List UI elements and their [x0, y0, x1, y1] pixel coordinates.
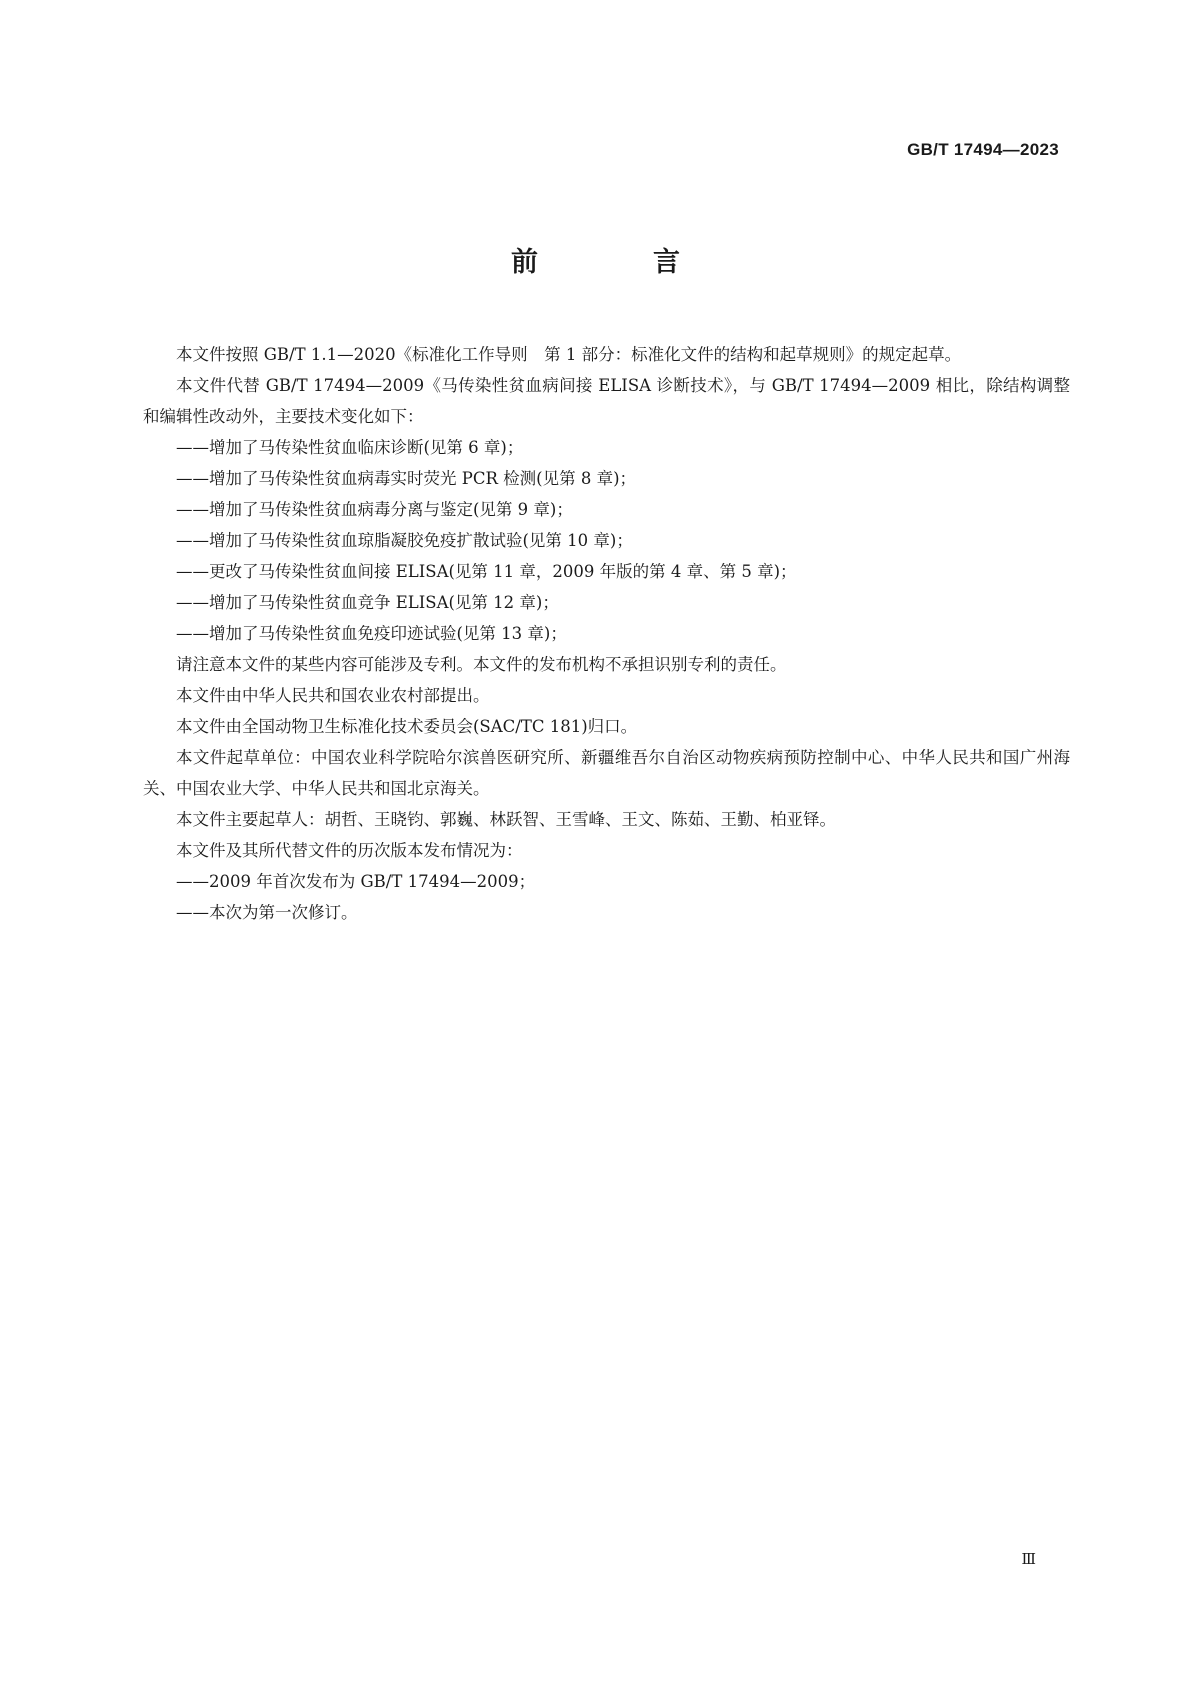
page-title: 前 言: [511, 247, 724, 278]
paragraph-patent-notice: 请注意本文件的某些内容可能涉及专利。本文件的发布机构不承担识别专利的责任。: [176, 655, 787, 674]
list-item: ——增加了马传染性贫血临床诊断(见第 6 章)；: [176, 438, 524, 457]
paragraph-committee: 本文件由全国动物卫生标准化技术委员会(SAC/TC 181)归口。: [176, 717, 638, 736]
foreword-body: [143, 339, 1070, 928]
standard-code: GB/T 17494—2023: [907, 140, 1059, 159]
list-item: ——增加了马传染性贫血琼脂凝胶免疫扩散试验(见第 10 章)；: [176, 531, 633, 550]
list-item: ——增加了马传染性贫血病毒实时荧光 PCR 检测(见第 8 章)；: [176, 469, 637, 488]
list-item: ——更改了马传染性贫血间接 ELISA(见第 11 章，2009 年版的第 4 章、第 5 章)；: [176, 562, 797, 581]
paragraph-proposer: 本文件由中华人民共和国农业农村部提出。: [176, 686, 490, 705]
list-item: ——增加了马传染性贫血病毒分离与鉴定(见第 9 章)；: [176, 500, 573, 519]
technical-changes-list: [143, 432, 1070, 649]
list-item: ——本次为第一次修订。: [176, 903, 358, 922]
paragraph-drafters: 本文件主要起草人：胡哲、王晓钧、郭巍、林跃智、王雪峰、王文、陈茹、王勤、柏亚铎。: [176, 810, 836, 829]
list-item: ——2009 年首次发布为 GB/T 17494—2009；: [176, 872, 536, 891]
version-history-list: [143, 866, 1070, 928]
list-item: ——增加了马传染性贫血免疫印迹试验(见第 13 章)；: [176, 624, 567, 643]
paragraph-drafting-rules: 本文件按照 GB/T 1.1—2020《标准化工作导则 第 1 部分：标准化文件的结构和起草规则》的规定起草。: [176, 345, 962, 364]
paragraph-drafting-units: 本文件起草单位：中国农业科学院哈尔滨兽医研究所、新疆维吾尔自治区动物疾病预防控制中心、中华人民共和国广州海关、中国农业大学、中华人民共和国北京海关。: [143, 748, 1070, 798]
paragraph-version-history: 本文件及其所代替文件的历次版本发布情况为：: [176, 841, 523, 860]
paragraph-replacement: 本文件代替 GB/T 17494—2009《马传染性贫血病间接 ELISA 诊断技术》，与 GB/T 17494—2009 相比，除结构调整和编辑性改动外，主要技术变化如下：: [143, 376, 1070, 426]
list-item: ——增加了马传染性贫血竞争 ELISA(见第 12 章)；: [176, 593, 559, 612]
page-number: Ⅲ: [1021, 1550, 1036, 1568]
